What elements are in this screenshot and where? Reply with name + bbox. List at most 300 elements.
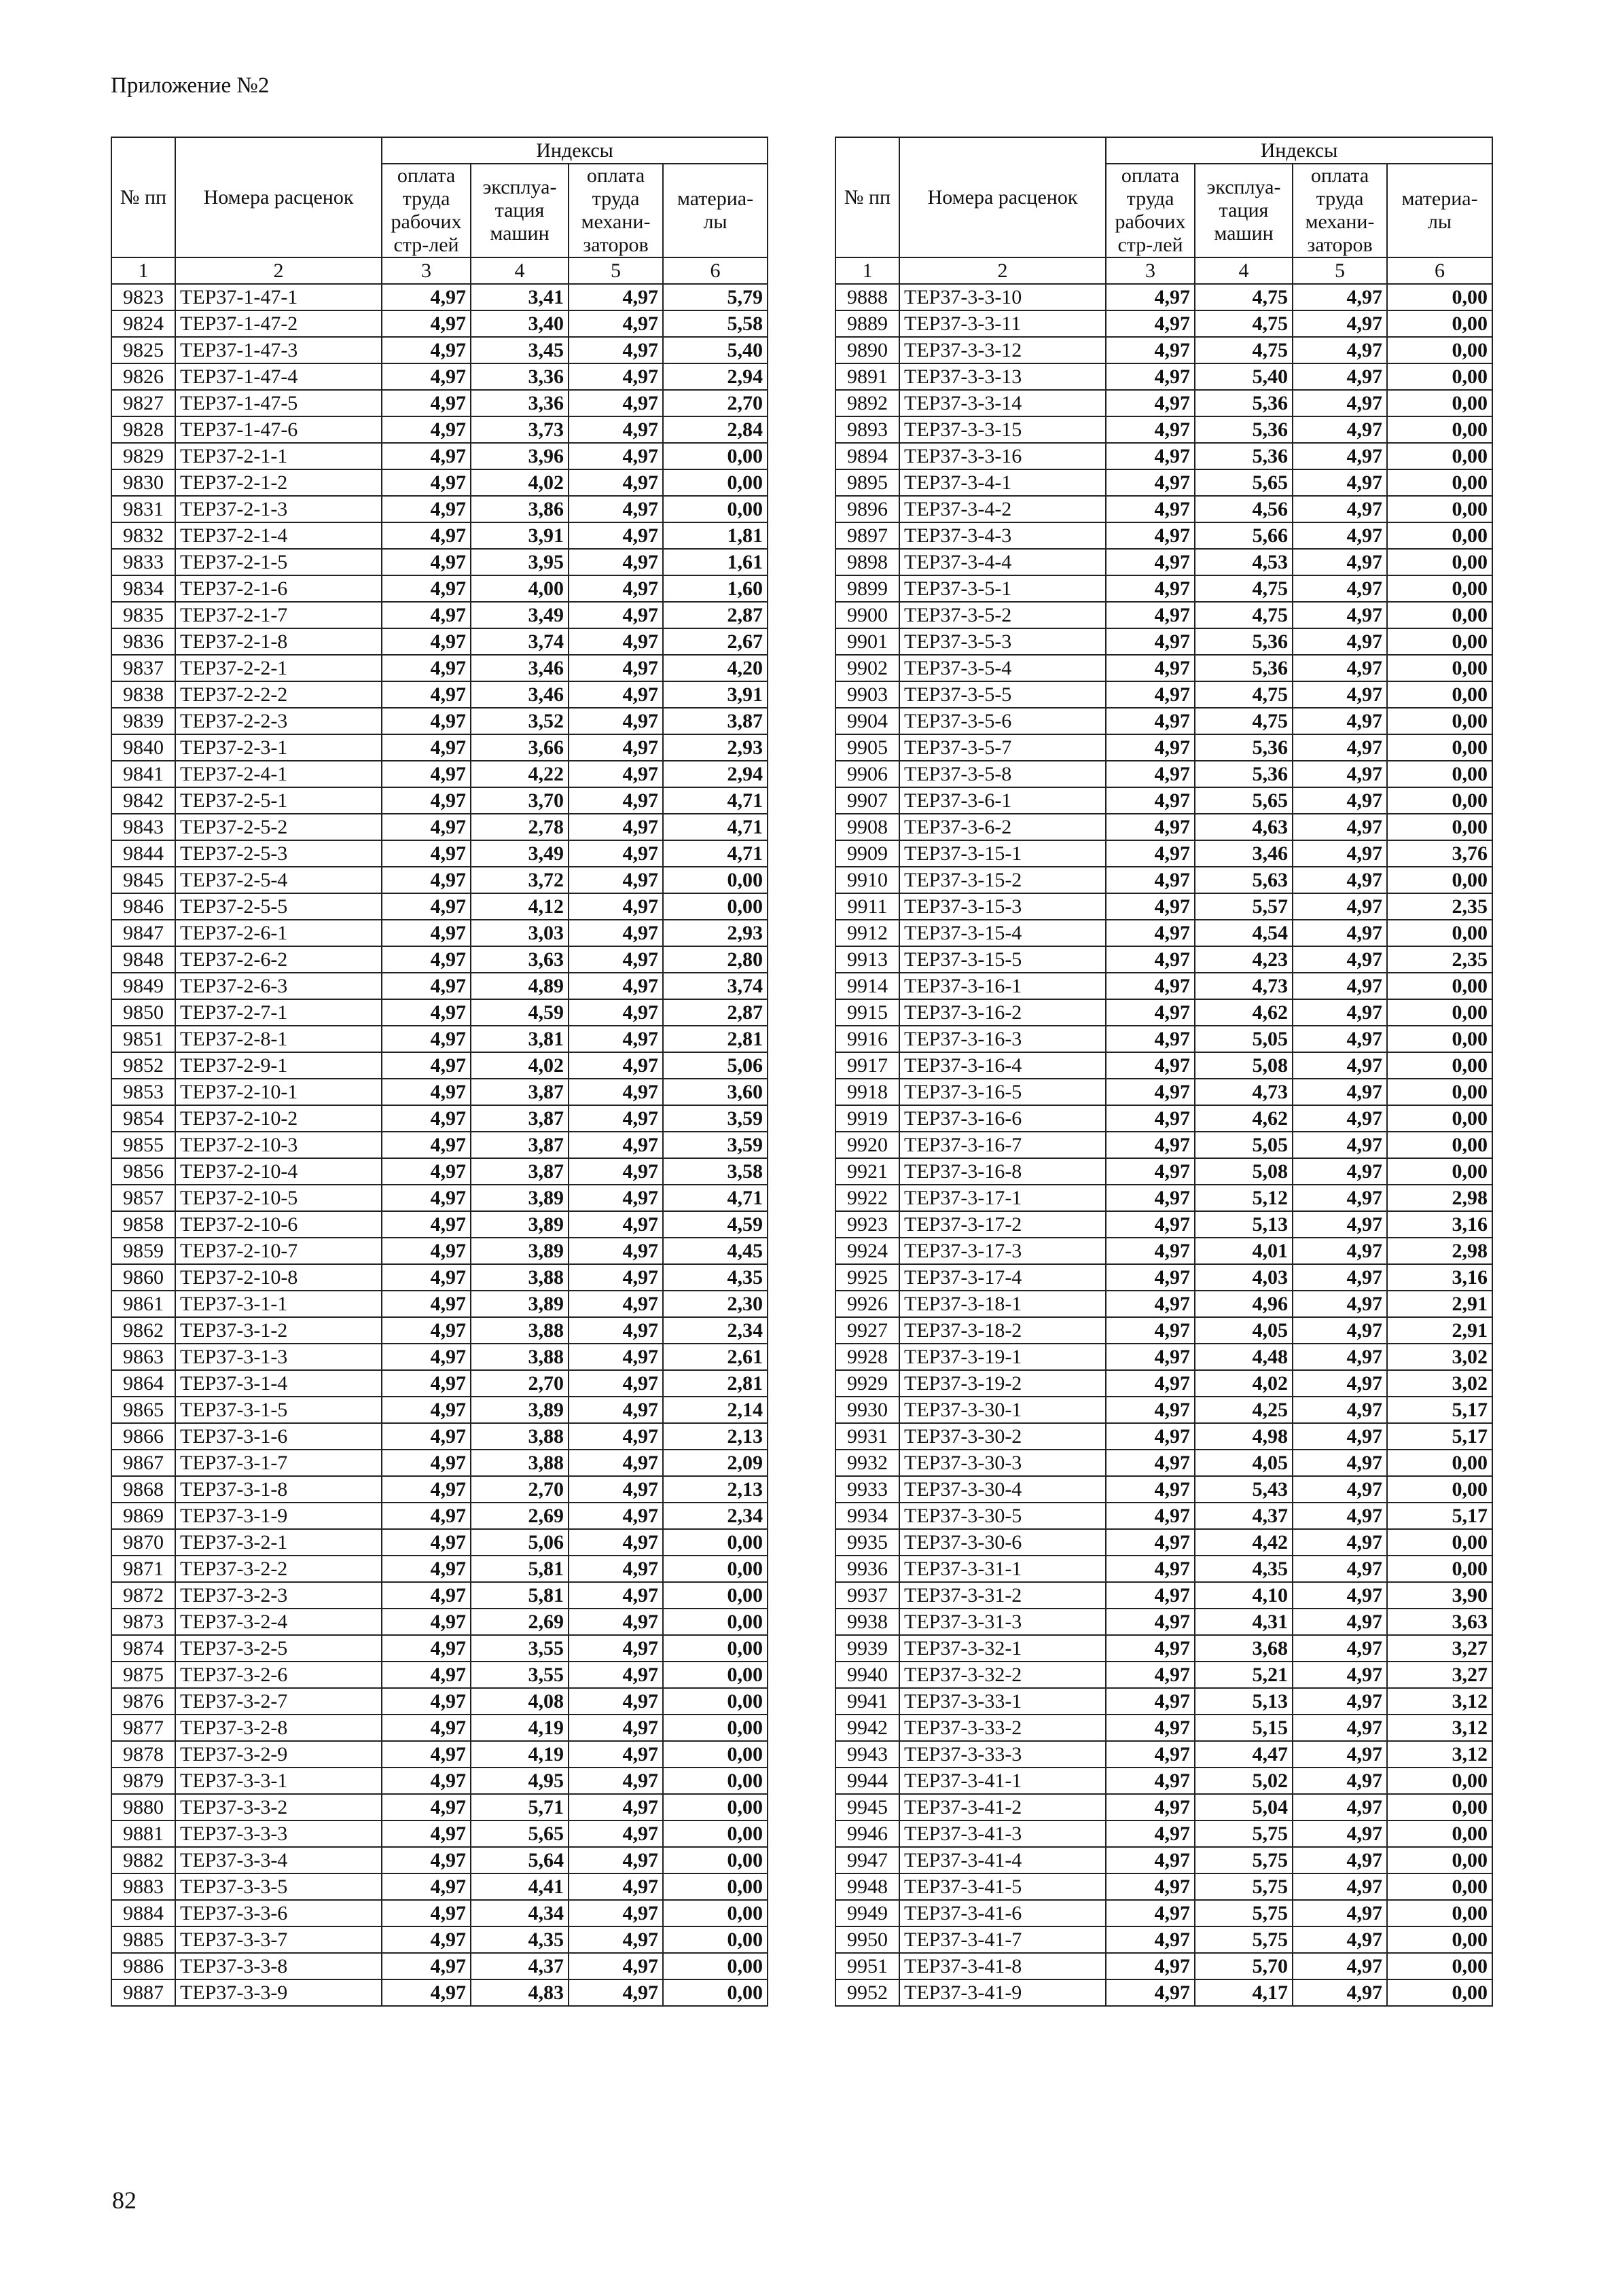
table-row xyxy=(835,1264,1492,1291)
mechanic-pay-index: 4,97 xyxy=(1293,1476,1387,1503)
table-row xyxy=(111,655,768,681)
table-row xyxy=(111,1079,768,1105)
worker-pay-index: 4,97 xyxy=(1106,390,1195,416)
machine-index: 5,02 xyxy=(1195,1768,1293,1794)
worker-pay-index: 4,97 xyxy=(382,602,471,628)
materials-index: 0,00 xyxy=(1387,1476,1492,1503)
mechanic-pay-index: 4,97 xyxy=(1293,655,1387,681)
machine-index: 4,42 xyxy=(1195,1529,1293,1556)
mechanic-pay-index: 4,97 xyxy=(1293,284,1387,310)
row-number: 9925 xyxy=(835,1264,899,1291)
materials-index: 0,00 xyxy=(1387,628,1492,655)
machine-index: 3,45 xyxy=(471,337,569,363)
mechanic-pay-index: 4,97 xyxy=(1293,893,1387,920)
table-row xyxy=(835,973,1492,999)
mechanic-pay-index: 4,97 xyxy=(569,1953,663,1979)
mechanic-pay-index: 4,97 xyxy=(569,1715,663,1741)
rate-code: ТЕР37-3-5-4 xyxy=(899,655,1106,681)
row-number: 9924 xyxy=(835,1238,899,1264)
materials-index: 2,98 xyxy=(1387,1185,1492,1211)
worker-pay-index: 4,97 xyxy=(382,1132,471,1158)
worker-pay-index: 4,97 xyxy=(382,1370,471,1397)
rate-code: ТЕР37-3-31-1 xyxy=(899,1556,1106,1582)
mechanic-pay-index: 4,97 xyxy=(1293,1926,1387,1953)
row-number: 9857 xyxy=(111,1185,175,1211)
mechanic-pay-index: 4,97 xyxy=(569,734,663,761)
table-row xyxy=(835,496,1492,522)
table-row xyxy=(111,1105,768,1132)
materials-index: 5,17 xyxy=(1387,1397,1492,1423)
worker-pay-index: 4,97 xyxy=(382,1529,471,1556)
materials-index: 0,00 xyxy=(663,893,768,920)
materials-index: 0,00 xyxy=(663,1900,768,1926)
machine-index: 3,70 xyxy=(471,787,569,814)
row-number: 9902 xyxy=(835,655,899,681)
table-row xyxy=(835,920,1492,946)
row-number: 9859 xyxy=(111,1238,175,1264)
worker-pay-index: 4,97 xyxy=(1106,575,1195,602)
col-code-header: Номера расценок xyxy=(899,137,1106,257)
row-number: 9824 xyxy=(111,310,175,337)
rate-code: ТЕР37-2-10-3 xyxy=(175,1132,382,1158)
rate-code: ТЕР37-3-19-1 xyxy=(899,1344,1106,1370)
worker-pay-index: 4,97 xyxy=(382,1158,471,1185)
machine-index: 4,25 xyxy=(1195,1397,1293,1423)
materials-index: 3,59 xyxy=(663,1105,768,1132)
materials-index: 0,00 xyxy=(1387,1158,1492,1185)
worker-pay-index: 4,97 xyxy=(382,1768,471,1794)
row-number: 9856 xyxy=(111,1158,175,1185)
table-row xyxy=(835,443,1492,469)
materials-index: 2,30 xyxy=(663,1291,768,1317)
machine-index: 3,03 xyxy=(471,920,569,946)
rate-code: ТЕР37-3-3-6 xyxy=(175,1900,382,1926)
row-number: 9914 xyxy=(835,973,899,999)
materials-index: 0,00 xyxy=(663,867,768,893)
rate-code: ТЕР37-3-6-2 xyxy=(899,814,1106,840)
table-row xyxy=(111,840,768,867)
machine-index: 4,19 xyxy=(471,1741,569,1768)
worker-pay-index: 4,97 xyxy=(382,1820,471,1847)
worker-pay-index: 4,97 xyxy=(1106,1052,1195,1079)
materials-index: 4,45 xyxy=(663,1238,768,1264)
mechanic-pay-index: 4,97 xyxy=(569,1264,663,1291)
machine-index: 4,05 xyxy=(1195,1450,1293,1476)
mechanic-pay-index: 4,97 xyxy=(1293,496,1387,522)
row-number: 9948 xyxy=(835,1873,899,1900)
rate-code: ТЕР37-2-8-1 xyxy=(175,1026,382,1052)
rate-code: ТЕР37-3-41-7 xyxy=(899,1926,1106,1953)
materials-index: 3,74 xyxy=(663,973,768,999)
mechanic-pay-index: 4,97 xyxy=(1293,1979,1387,2006)
materials-index: 3,12 xyxy=(1387,1688,1492,1715)
worker-pay-index: 4,97 xyxy=(382,1900,471,1926)
materials-index: 0,00 xyxy=(1387,469,1492,496)
mechanic-pay-index: 4,97 xyxy=(1293,1794,1387,1820)
row-number: 9909 xyxy=(835,840,899,867)
machine-index: 3,49 xyxy=(471,602,569,628)
worker-pay-index: 4,97 xyxy=(382,416,471,443)
machine-index: 5,65 xyxy=(1195,787,1293,814)
rate-code: ТЕР37-3-3-11 xyxy=(899,310,1106,337)
row-number: 9843 xyxy=(111,814,175,840)
row-number: 9937 xyxy=(835,1582,899,1609)
table-row xyxy=(111,522,768,549)
rate-code: ТЕР37-3-15-4 xyxy=(899,920,1106,946)
table-row xyxy=(111,1582,768,1609)
page-header: Приложение №2 xyxy=(111,73,270,98)
materials-index: 0,00 xyxy=(1387,602,1492,628)
row-number: 9833 xyxy=(111,549,175,575)
row-number: 9907 xyxy=(835,787,899,814)
rate-code: ТЕР37-3-16-7 xyxy=(899,1132,1106,1158)
row-number: 9933 xyxy=(835,1476,899,1503)
worker-pay-index: 4,97 xyxy=(382,1715,471,1741)
mechanic-pay-index: 4,97 xyxy=(1293,946,1387,973)
worker-pay-index: 4,97 xyxy=(382,363,471,390)
row-number: 9945 xyxy=(835,1794,899,1820)
table-row xyxy=(111,1264,768,1291)
worker-pay-index: 4,97 xyxy=(382,655,471,681)
materials-index: 0,00 xyxy=(1387,337,1492,363)
materials-index: 4,20 xyxy=(663,655,768,681)
machine-index: 5,81 xyxy=(471,1582,569,1609)
rate-code: ТЕР37-3-16-8 xyxy=(899,1158,1106,1185)
worker-pay-index: 4,97 xyxy=(1106,999,1195,1026)
machine-index: 3,88 xyxy=(471,1344,569,1370)
rate-code: ТЕР37-3-3-7 xyxy=(175,1926,382,1953)
row-number: 9842 xyxy=(111,787,175,814)
mechanic-pay-index: 4,97 xyxy=(569,893,663,920)
machine-index: 3,88 xyxy=(471,1423,569,1450)
table-row xyxy=(111,1847,768,1873)
worker-pay-index: 4,97 xyxy=(1106,1529,1195,1556)
row-number: 9851 xyxy=(111,1026,175,1052)
row-number: 9923 xyxy=(835,1211,899,1238)
row-number: 9834 xyxy=(111,575,175,602)
row-number: 9920 xyxy=(835,1132,899,1158)
mechanic-pay-index: 4,97 xyxy=(1293,1079,1387,1105)
row-number: 9906 xyxy=(835,761,899,787)
mechanic-pay-index: 4,97 xyxy=(569,443,663,469)
table-row xyxy=(111,1238,768,1264)
materials-index: 2,91 xyxy=(1387,1291,1492,1317)
machine-index: 3,86 xyxy=(471,496,569,522)
worker-pay-index: 4,97 xyxy=(1106,1423,1195,1450)
table-row xyxy=(835,734,1492,761)
rate-code: ТЕР37-2-1-3 xyxy=(175,496,382,522)
rate-code: ТЕР37-3-1-4 xyxy=(175,1370,382,1397)
worker-pay-index: 4,97 xyxy=(1106,416,1195,443)
table-row xyxy=(835,363,1492,390)
machine-index: 3,96 xyxy=(471,443,569,469)
rate-code: ТЕР37-3-2-2 xyxy=(175,1556,382,1582)
worker-pay-index: 4,97 xyxy=(382,443,471,469)
materials-index: 2,94 xyxy=(663,363,768,390)
machine-index: 5,64 xyxy=(471,1847,569,1873)
mechanic-pay-index: 4,97 xyxy=(569,549,663,575)
worker-pay-index: 4,97 xyxy=(382,1688,471,1715)
rate-code: ТЕР37-3-1-9 xyxy=(175,1503,382,1529)
worker-pay-index: 4,97 xyxy=(382,1344,471,1370)
table-row xyxy=(111,814,768,840)
worker-pay-index: 4,97 xyxy=(1106,1715,1195,1741)
table-row xyxy=(111,1715,768,1741)
row-number: 9949 xyxy=(835,1900,899,1926)
row-number: 9879 xyxy=(111,1768,175,1794)
table-row xyxy=(835,1582,1492,1609)
table-row xyxy=(111,787,768,814)
rate-code: ТЕР37-3-1-6 xyxy=(175,1423,382,1450)
table-row xyxy=(111,1423,768,1450)
machine-index: 4,19 xyxy=(471,1715,569,1741)
worker-pay-index: 4,97 xyxy=(1106,708,1195,734)
materials-index: 5,06 xyxy=(663,1052,768,1079)
worker-pay-index: 4,97 xyxy=(382,310,471,337)
machine-index: 4,62 xyxy=(1195,1105,1293,1132)
machine-index: 3,81 xyxy=(471,1026,569,1052)
materials-index: 0,00 xyxy=(1387,496,1492,522)
table-row xyxy=(111,1158,768,1185)
machine-index: 5,13 xyxy=(1195,1211,1293,1238)
machine-index: 3,91 xyxy=(471,522,569,549)
table-row xyxy=(835,1794,1492,1820)
materials-index: 0,00 xyxy=(1387,681,1492,708)
table-row xyxy=(111,416,768,443)
worker-pay-index: 4,97 xyxy=(382,469,471,496)
rate-code: ТЕР37-3-5-2 xyxy=(899,602,1106,628)
worker-pay-index: 4,97 xyxy=(1106,522,1195,549)
machine-index: 4,75 xyxy=(1195,337,1293,363)
table-row xyxy=(835,1503,1492,1529)
table-row xyxy=(835,469,1492,496)
rate-code: ТЕР37-2-6-3 xyxy=(175,973,382,999)
mechanic-pay-index: 4,97 xyxy=(569,1476,663,1503)
machine-index: 3,87 xyxy=(471,1158,569,1185)
materials-index: 3,27 xyxy=(1387,1662,1492,1688)
worker-pay-index: 4,97 xyxy=(1106,973,1195,999)
machine-index: 3,87 xyxy=(471,1079,569,1105)
rate-code: ТЕР37-3-1-2 xyxy=(175,1317,382,1344)
worker-pay-index: 4,97 xyxy=(1106,1344,1195,1370)
materials-index: 0,00 xyxy=(663,1556,768,1582)
rate-code: ТЕР37-3-3-15 xyxy=(899,416,1106,443)
worker-pay-index: 4,97 xyxy=(1106,814,1195,840)
worker-pay-index: 4,97 xyxy=(1106,1741,1195,1768)
machine-index: 3,89 xyxy=(471,1238,569,1264)
materials-index: 2,80 xyxy=(663,946,768,973)
rate-code: ТЕР37-3-3-4 xyxy=(175,1847,382,1873)
mechanic-pay-index: 4,97 xyxy=(1293,761,1387,787)
machine-index: 5,75 xyxy=(1195,1900,1293,1926)
row-number: 9952 xyxy=(835,1979,899,2006)
table-row xyxy=(111,1768,768,1794)
machine-index: 5,57 xyxy=(1195,893,1293,920)
table-row xyxy=(111,1450,768,1476)
machine-index: 3,95 xyxy=(471,549,569,575)
table-row xyxy=(835,1450,1492,1476)
machine-index: 4,73 xyxy=(1195,1079,1293,1105)
materials-index: 0,00 xyxy=(663,443,768,469)
mechanic-pay-index: 4,97 xyxy=(1293,1529,1387,1556)
machine-index: 3,55 xyxy=(471,1662,569,1688)
table-row xyxy=(111,1873,768,1900)
machine-index: 4,47 xyxy=(1195,1741,1293,1768)
rate-code: ТЕР37-2-5-3 xyxy=(175,840,382,867)
row-number: 9942 xyxy=(835,1715,899,1741)
materials-index: 3,59 xyxy=(663,1132,768,1158)
row-number: 9916 xyxy=(835,1026,899,1052)
worker-pay-index: 4,97 xyxy=(1106,840,1195,867)
machine-index: 3,89 xyxy=(471,1185,569,1211)
row-number: 9848 xyxy=(111,946,175,973)
rate-code: ТЕР37-2-9-1 xyxy=(175,1052,382,1079)
mechanic-pay-index: 4,97 xyxy=(1293,1768,1387,1794)
col-materials-header: материа-лы xyxy=(1387,164,1492,257)
materials-index: 0,00 xyxy=(663,1715,768,1741)
row-number: 9875 xyxy=(111,1662,175,1688)
indices-header: Индексы xyxy=(382,137,768,164)
materials-index: 0,00 xyxy=(663,496,768,522)
worker-pay-index: 4,97 xyxy=(1106,681,1195,708)
worker-pay-index: 4,97 xyxy=(1106,310,1195,337)
materials-index: 3,16 xyxy=(1387,1211,1492,1238)
materials-index: 3,90 xyxy=(1387,1582,1492,1609)
machine-index: 4,89 xyxy=(471,973,569,999)
row-number: 9932 xyxy=(835,1450,899,1476)
machine-index: 3,74 xyxy=(471,628,569,655)
machine-index: 4,02 xyxy=(471,469,569,496)
materials-index: 0,00 xyxy=(1387,1794,1492,1820)
mechanic-pay-index: 4,97 xyxy=(1293,1185,1387,1211)
machine-index: 4,75 xyxy=(1195,284,1293,310)
mechanic-pay-index: 4,97 xyxy=(1293,1317,1387,1344)
rate-code: ТЕР37-3-2-1 xyxy=(175,1529,382,1556)
col-number: 5 xyxy=(1293,257,1387,284)
materials-index: 4,71 xyxy=(663,814,768,840)
mechanic-pay-index: 4,97 xyxy=(569,1820,663,1847)
row-number: 9912 xyxy=(835,920,899,946)
table-row xyxy=(111,496,768,522)
table-row xyxy=(835,628,1492,655)
machine-index: 2,70 xyxy=(471,1476,569,1503)
machine-index: 3,88 xyxy=(471,1450,569,1476)
rate-code: ТЕР37-2-10-2 xyxy=(175,1105,382,1132)
rate-code: ТЕР37-2-5-1 xyxy=(175,787,382,814)
worker-pay-index: 4,97 xyxy=(382,1609,471,1635)
row-number: 9894 xyxy=(835,443,899,469)
table-row xyxy=(111,1026,768,1052)
materials-index: 3,60 xyxy=(663,1079,768,1105)
rate-code: ТЕР37-2-10-8 xyxy=(175,1264,382,1291)
machine-index: 5,81 xyxy=(471,1556,569,1582)
row-number: 9869 xyxy=(111,1503,175,1529)
table-row xyxy=(111,390,768,416)
worker-pay-index: 4,97 xyxy=(1106,1953,1195,1979)
rate-code: ТЕР37-3-3-12 xyxy=(899,337,1106,363)
machine-index: 5,36 xyxy=(1195,416,1293,443)
worker-pay-index: 4,97 xyxy=(1106,655,1195,681)
worker-pay-index: 4,97 xyxy=(1106,1609,1195,1635)
machine-index: 4,98 xyxy=(1195,1423,1293,1450)
table-row xyxy=(835,1662,1492,1688)
mechanic-pay-index: 4,97 xyxy=(1293,1820,1387,1847)
worker-pay-index: 4,97 xyxy=(382,1556,471,1582)
row-number: 9867 xyxy=(111,1450,175,1476)
machine-index: 5,21 xyxy=(1195,1662,1293,1688)
rate-code: ТЕР37-2-2-2 xyxy=(175,681,382,708)
rate-code: ТЕР37-3-3-2 xyxy=(175,1794,382,1820)
rate-code: ТЕР37-3-41-3 xyxy=(899,1820,1106,1847)
materials-index: 2,67 xyxy=(663,628,768,655)
row-number: 9846 xyxy=(111,893,175,920)
machine-index: 5,36 xyxy=(1195,761,1293,787)
worker-pay-index: 4,97 xyxy=(382,893,471,920)
row-number: 9823 xyxy=(111,284,175,310)
row-number: 9845 xyxy=(111,867,175,893)
table-row xyxy=(835,1556,1492,1582)
mechanic-pay-index: 4,97 xyxy=(569,1185,663,1211)
rate-code: ТЕР37-3-5-3 xyxy=(899,628,1106,655)
rate-code: ТЕР37-3-1-8 xyxy=(175,1476,382,1503)
worker-pay-index: 4,97 xyxy=(382,920,471,946)
machine-index: 3,46 xyxy=(471,681,569,708)
materials-index: 2,87 xyxy=(663,999,768,1026)
mechanic-pay-index: 4,97 xyxy=(569,1344,663,1370)
rates-table-left xyxy=(111,137,768,2007)
row-number: 9928 xyxy=(835,1344,899,1370)
table-row xyxy=(835,390,1492,416)
row-number: 9891 xyxy=(835,363,899,390)
row-number: 9884 xyxy=(111,1900,175,1926)
table-row xyxy=(835,840,1492,867)
mechanic-pay-index: 4,97 xyxy=(1293,1370,1387,1397)
rate-code: ТЕР37-3-17-2 xyxy=(899,1211,1106,1238)
row-number: 9852 xyxy=(111,1052,175,1079)
machine-index: 3,49 xyxy=(471,840,569,867)
mechanic-pay-index: 4,97 xyxy=(1293,469,1387,496)
materials-index: 0,00 xyxy=(1387,1900,1492,1926)
materials-index: 5,17 xyxy=(1387,1503,1492,1529)
materials-index: 3,63 xyxy=(1387,1609,1492,1635)
row-number: 9827 xyxy=(111,390,175,416)
materials-index: 0,00 xyxy=(1387,1768,1492,1794)
row-number: 9900 xyxy=(835,602,899,628)
worker-pay-index: 4,97 xyxy=(1106,602,1195,628)
machine-index: 2,69 xyxy=(471,1503,569,1529)
machine-index: 5,08 xyxy=(1195,1052,1293,1079)
mechanic-pay-index: 4,97 xyxy=(569,1926,663,1953)
row-number: 9943 xyxy=(835,1741,899,1768)
table-row xyxy=(111,337,768,363)
mechanic-pay-index: 4,97 xyxy=(1293,1052,1387,1079)
row-number: 9877 xyxy=(111,1715,175,1741)
table-row xyxy=(111,310,768,337)
mechanic-pay-index: 4,97 xyxy=(569,761,663,787)
row-number: 9862 xyxy=(111,1317,175,1344)
machine-index: 4,02 xyxy=(1195,1370,1293,1397)
worker-pay-index: 4,97 xyxy=(1106,1873,1195,1900)
mechanic-pay-index: 4,97 xyxy=(1293,708,1387,734)
worker-pay-index: 4,97 xyxy=(382,787,471,814)
materials-index: 5,58 xyxy=(663,310,768,337)
rate-code: ТЕР37-1-47-3 xyxy=(175,337,382,363)
row-number: 9927 xyxy=(835,1317,899,1344)
machine-index: 3,88 xyxy=(471,1317,569,1344)
machine-index: 5,75 xyxy=(1195,1820,1293,1847)
materials-index: 2,81 xyxy=(663,1026,768,1052)
rate-code: ТЕР37-3-4-3 xyxy=(899,522,1106,549)
